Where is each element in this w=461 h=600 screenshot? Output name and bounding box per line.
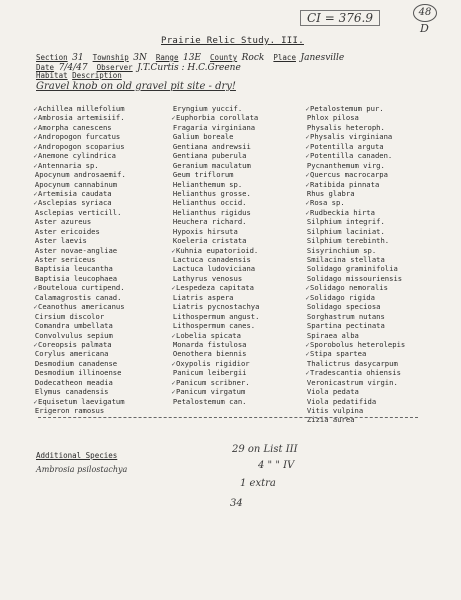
species-name: Gentiana puberula (172, 151, 247, 161)
check-mark-icon: ✓ (33, 200, 39, 208)
species-item (305, 359, 405, 368)
species-name: Lactuca canadensis (172, 255, 251, 264)
species-item (305, 321, 405, 330)
species-name: Oenothera biennis (172, 349, 247, 359)
species-item (171, 227, 259, 236)
check-mark-icon: ✓ (33, 124, 39, 132)
species-item (305, 264, 405, 273)
species-name: Ceanothus americanus (38, 302, 125, 312)
species-item (171, 283, 259, 292)
species-item (171, 264, 259, 273)
check-mark-icon: ✓ (305, 106, 311, 113)
species-name: Helianthus grosse. (172, 188, 251, 198)
catalog-stamp: CI = 376.9 (300, 10, 380, 26)
additional-species-entry: Ambrosia psilostachya (36, 465, 128, 474)
species-item (305, 236, 405, 245)
species-item (171, 397, 259, 406)
species-item (305, 180, 405, 189)
species-name: Sorghastrum nutans (306, 311, 385, 321)
species-column-3 (305, 104, 405, 425)
species-name: Panicum virgatum (176, 387, 246, 397)
species-name: Silphium terebinth. (306, 236, 390, 246)
species-name: Potentilla canaden. (310, 151, 393, 161)
species-name: Potentilla arguta (310, 141, 384, 151)
species-item (171, 312, 259, 321)
species-name: Erigeron ramosus (34, 406, 105, 415)
species-name: Desmodium illinoense (34, 368, 122, 378)
additional-species-label: Additional Species (36, 451, 118, 460)
species-item (305, 227, 405, 236)
species-item (33, 274, 126, 283)
check-mark-icon: ✓ (171, 332, 177, 340)
species-name: Thalictrus dasycarpum (306, 358, 398, 368)
species-name: Sisyrinchium sp. (306, 245, 377, 255)
species-name: Phlox pilosa (306, 113, 359, 123)
species-item (171, 151, 259, 160)
species-item (305, 142, 405, 151)
species-name: Gentiana andrewsii (172, 141, 251, 151)
species-name: Aster azureus (34, 217, 92, 227)
species-name: Aster novae-angliae (34, 245, 118, 255)
species-name: Solidago rigida (310, 292, 375, 302)
species-name: Viola pedatifida (306, 396, 377, 406)
species-item (171, 123, 259, 132)
species-name: Equisetum laevigatum (38, 396, 125, 406)
species-name: Apocynum cannabinum (34, 179, 118, 189)
species-item (33, 161, 126, 170)
species-item (33, 349, 126, 358)
species-name: Galium boreale (172, 132, 234, 142)
species-name: Helianthemum sp. (172, 179, 243, 189)
species-item (33, 331, 126, 340)
species-item (33, 236, 126, 245)
species-item (171, 302, 259, 311)
species-item (171, 340, 259, 349)
check-mark-icon: ✓ (33, 134, 39, 142)
species-item (305, 132, 405, 141)
species-name: Corylus americana (34, 349, 109, 359)
species-name: Ratibida pinnata (310, 179, 380, 189)
species-name: Ambrosia artemisiif. (38, 113, 125, 123)
species-item (171, 236, 259, 245)
check-mark-icon: ✓ (305, 181, 311, 189)
species-name: Physalis virginiana (310, 132, 393, 142)
species-item (33, 246, 126, 255)
sheet-number-circle: 48 (413, 4, 437, 22)
species-name: Smilacina stellata (306, 255, 385, 264)
species-item (171, 368, 259, 377)
page-title: Prairie Relic Study. III. (161, 36, 304, 46)
species-name: Apocynum androsaemif. (34, 170, 126, 180)
species-item (171, 246, 259, 255)
species-name: Geranium maculatum (172, 160, 251, 170)
species-name: Baptisia leucantha (34, 264, 113, 274)
species-name: Physalis heteroph. (306, 122, 385, 132)
species-name: Coreopsis palmata (38, 339, 112, 349)
species-item (305, 397, 405, 406)
species-name: Dodecatheon meadia (34, 377, 113, 387)
species-name: Liatris aspera (172, 292, 234, 302)
check-mark-icon: ✓ (33, 162, 39, 170)
species-item (33, 378, 126, 387)
species-name: Hypoxis hirsuta (172, 226, 238, 236)
check-mark-icon: ✓ (305, 172, 311, 180)
species-item (33, 368, 126, 377)
location-row: Section 31 Township 3N Range 13E County Rock Place Janesville (36, 53, 345, 63)
check-mark-icon: ✓ (33, 190, 39, 198)
species-name: Veronicastrum virgin. (306, 377, 398, 387)
species-item (171, 331, 259, 340)
species-item (33, 406, 126, 415)
divider (38, 417, 418, 418)
check-mark-icon: ✓ (305, 285, 311, 293)
species-name: Fragaria virginiana (172, 122, 256, 132)
species-item (33, 198, 126, 207)
species-item (171, 387, 259, 396)
species-item (305, 151, 405, 160)
date-observer-row: Date 7/4/47 Observer J.T.Curtis : H.C.Greene (36, 63, 241, 73)
species-item (305, 312, 405, 321)
species-name: Aster ericoides (34, 226, 100, 236)
check-mark-icon: ✓ (33, 115, 39, 123)
species-name: Aster sericeus (34, 255, 96, 264)
species-item (33, 283, 126, 292)
check-mark-icon: ✓ (33, 143, 39, 151)
species-item (33, 321, 126, 330)
tally-line-1: 29 on List III (232, 444, 298, 455)
check-mark-icon: ✓ (33, 398, 39, 406)
species-item (33, 264, 126, 273)
species-name: Bouteloua curtipend. (38, 283, 125, 293)
species-name: Petalostemum pur. (310, 104, 384, 113)
species-item (33, 180, 126, 189)
check-mark-icon: ✓ (171, 115, 177, 123)
species-item (305, 302, 405, 311)
species-name: Comandra umbellata (34, 321, 113, 331)
species-name: Viola pedata (306, 387, 359, 397)
species-item (171, 293, 259, 302)
species-item (305, 387, 405, 396)
species-name: Artemisia caudata (38, 188, 112, 198)
species-item (33, 208, 126, 217)
species-item (171, 113, 259, 122)
species-item (171, 161, 259, 170)
species-name: Geum triflorum (172, 170, 234, 180)
check-mark-icon: ✓ (171, 389, 177, 397)
tally-total: 34 (230, 498, 243, 509)
species-name: Convolvulus sepium (34, 330, 113, 340)
species-item (305, 406, 405, 415)
species-item (305, 340, 405, 349)
check-mark-icon: ✓ (171, 285, 177, 293)
check-mark-icon: ✓ (305, 370, 311, 378)
species-item (171, 321, 259, 330)
species-item (33, 397, 126, 406)
species-item (33, 255, 126, 264)
species-name: Koeleria cristata (172, 236, 247, 246)
species-item (305, 208, 405, 217)
species-column-1 (33, 104, 126, 415)
species-name: Solidago speciosa (306, 302, 381, 312)
species-name: Elymus canadensis (34, 387, 109, 397)
species-name: Spiraea alba (306, 330, 359, 340)
species-name: Sporobolus heterolepis (310, 339, 406, 349)
species-item (305, 349, 405, 358)
species-item (171, 170, 259, 179)
species-name: Andropogon scoparius (38, 141, 125, 151)
species-item (33, 142, 126, 151)
species-item (305, 123, 405, 132)
species-name: Achillea millefolium (38, 104, 125, 113)
species-item (33, 104, 126, 113)
species-name: Oxypolis rigidior (176, 358, 250, 368)
species-name: Aster laevis (34, 236, 87, 246)
species-item (305, 274, 405, 283)
species-name: Cirsium discolor (34, 311, 105, 321)
species-item (305, 368, 405, 377)
species-name: Anemone cylindrica (38, 151, 116, 161)
species-item (305, 246, 405, 255)
species-name: Solidago graminifolia (306, 264, 398, 274)
species-name: Rudbeckia hirta (310, 207, 375, 217)
species-name: Quercus macrocarpa (310, 170, 388, 180)
check-mark-icon: ✓ (305, 351, 311, 359)
check-mark-icon: ✓ (33, 106, 39, 113)
check-mark-icon: ✓ (305, 143, 311, 151)
species-item (33, 340, 126, 349)
tally-line-3: 1 extra (240, 478, 276, 489)
species-name: Lobelia spicata (176, 330, 241, 340)
species-item (305, 161, 405, 170)
species-item (33, 132, 126, 141)
check-mark-icon: ✓ (33, 153, 39, 161)
species-item (33, 123, 126, 132)
tally-line-2: 4 " " IV (258, 460, 295, 471)
species-item (33, 312, 126, 321)
species-item (171, 104, 259, 113)
check-mark-icon: ✓ (33, 285, 39, 293)
species-item (305, 170, 405, 179)
species-name: Stipa spartea (310, 349, 367, 359)
species-item (33, 170, 126, 179)
check-mark-icon: ✓ (171, 379, 177, 387)
species-name: Tradescantia ohiensis (310, 368, 401, 378)
species-item (171, 189, 259, 198)
species-item (171, 132, 259, 141)
species-name: Kuhnia eupatorioid. (176, 245, 259, 255)
species-item (305, 189, 405, 198)
species-item (171, 378, 259, 387)
species-name: Lithospermum angust. (172, 311, 260, 321)
species-item (171, 198, 259, 207)
species-name: Asclepias verticill. (34, 207, 122, 217)
species-name: Monarda fistulosa (172, 339, 247, 349)
check-mark-icon: ✓ (305, 209, 311, 217)
species-item (305, 293, 405, 302)
species-name: Helianthus rigidus (172, 207, 251, 217)
species-item (171, 359, 259, 368)
species-item (33, 359, 126, 368)
check-mark-icon: ✓ (171, 247, 177, 255)
species-name: Solidago missouriensis (306, 273, 403, 283)
species-name: Petalostemum can. (172, 396, 247, 406)
species-item (33, 293, 126, 302)
species-name: Andropogon furcatus (38, 132, 121, 142)
sheet-suffix: D (420, 22, 429, 35)
species-item (33, 113, 126, 122)
species-item (171, 180, 259, 189)
species-item (305, 283, 405, 292)
check-mark-icon: ✓ (305, 294, 311, 302)
species-item (305, 255, 405, 264)
species-item (33, 189, 126, 198)
species-item (33, 227, 126, 236)
species-item (171, 217, 259, 226)
species-item (33, 387, 126, 396)
check-mark-icon: ✓ (33, 341, 39, 349)
species-item (171, 142, 259, 151)
species-name: Heuchera richard. (172, 217, 247, 227)
species-item (305, 378, 405, 387)
species-item (171, 255, 259, 264)
species-name: Calamagrostis canad. (34, 292, 122, 302)
species-item (171, 208, 259, 217)
species-item (33, 217, 126, 226)
species-name: Antennaria sp. (38, 160, 99, 170)
species-name: Helianthus occid. (172, 198, 247, 208)
check-mark-icon: ✓ (171, 360, 177, 368)
species-name: Silphium integrif. (306, 217, 385, 227)
species-name: Panicum leibergii (172, 368, 247, 378)
species-name: Liatris pycnostachya (172, 302, 260, 312)
check-mark-icon: ✓ (305, 153, 311, 161)
species-name: Lactuca ludoviciana (172, 264, 256, 274)
species-item (305, 113, 405, 122)
species-name: Eryngium yuccif. (172, 104, 243, 113)
species-name: Lathyrus venosus (172, 273, 243, 283)
species-name: Silphium laciniat. (306, 226, 385, 236)
species-name: Spartina pectinata (306, 321, 385, 331)
check-mark-icon: ✓ (305, 200, 311, 208)
check-mark-icon: ✓ (305, 341, 311, 349)
species-name: Pycnanthemum virg. (306, 160, 385, 170)
species-name: Desmodium canadense (34, 358, 118, 368)
species-name: Amorpha canescens (38, 122, 112, 132)
check-mark-icon: ✓ (305, 134, 311, 142)
species-item (305, 217, 405, 226)
species-item (305, 104, 405, 113)
habitat-description: Gravel knob on old gravel pit site - dry! (36, 81, 236, 92)
species-name: Rhus glabra (306, 188, 355, 198)
species-name: Rosa sp. (310, 198, 345, 208)
species-item (305, 198, 405, 207)
species-item (171, 274, 259, 283)
species-name: Baptisia leucophaea (34, 273, 118, 283)
species-name: Lithospermum canes. (172, 321, 256, 331)
check-mark-icon: ✓ (33, 304, 39, 312)
species-name: Asclepias syriaca (38, 198, 112, 208)
species-column-2 (171, 104, 259, 406)
species-name: Zizia aurea (306, 415, 355, 425)
species-item (33, 302, 126, 311)
species-name: Panicum scribner. (176, 377, 250, 387)
species-name: Euphorbia corollata (176, 113, 259, 123)
species-name: Solidago nemoralis (310, 283, 388, 293)
species-name: Lespedeza capitata (176, 283, 254, 293)
species-item (33, 151, 126, 160)
species-item (305, 331, 405, 340)
species-item (171, 349, 259, 358)
species-name: Vitis vulpina (306, 406, 364, 415)
habitat-label-row: Habitat Description (36, 71, 122, 80)
